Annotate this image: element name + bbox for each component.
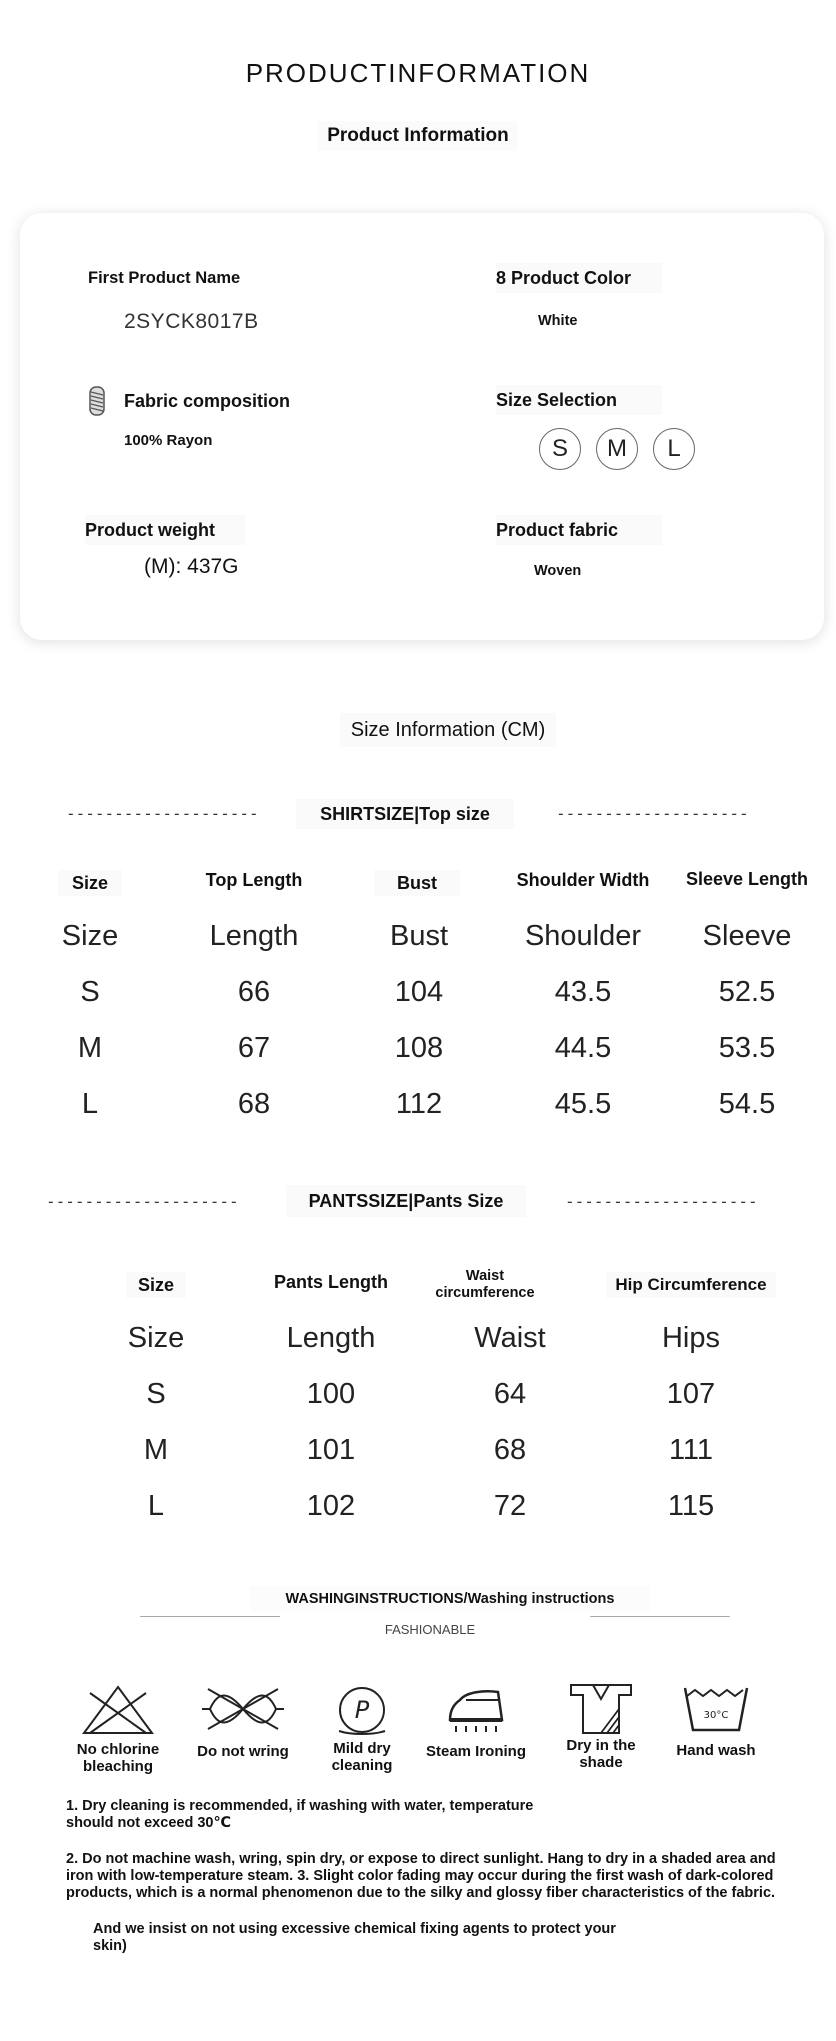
table-cell: 43.5 [554, 976, 612, 1008]
table-cell: L [81, 1088, 99, 1120]
no-chlorine-bleach-icon [63, 1683, 173, 1737]
table-cell: Length [209, 920, 299, 952]
divider-dashes-right: -------------------- [565, 1192, 758, 1211]
table-cell: M [77, 1032, 103, 1064]
page-title: PRODUCTINFORMATION [245, 58, 591, 88]
pants-col-header: Waist circumference [435, 1268, 535, 1301]
table-cell: Length [286, 1322, 376, 1354]
care-label: Hand wash [676, 1742, 756, 1759]
shirt-col-header: Size [58, 870, 122, 896]
table-cell: M [143, 1434, 169, 1466]
pants-col-header: Size [126, 1272, 186, 1298]
shirt-col-header: Sleeve Length [685, 869, 809, 889]
pants-col-header: Hip Circumference [606, 1272, 776, 1298]
table-cell: 68 [237, 1088, 271, 1120]
washing-title: WASHINGINSTRUCTIONS/Washing instructions [250, 1586, 650, 1612]
do-not-wring-icon [188, 1685, 298, 1733]
table-cell: 68 [493, 1434, 527, 1466]
care-note: 2. Do not machine wash, wring, spin dry, or expose to direct sunlight. Hang to dry in a shaded area and iron with low-temperature steam. 3. Slight color fading may occur during the first wash of dark-colored products, which is a normal phenomenon due to the silky and glossy fiber characteristics of the fabric. [66, 1851, 776, 1901]
care-symbol-text: 30°C [703, 1710, 729, 1721]
care-label: Steam Ironing [425, 1743, 526, 1760]
divider-dashes-left: -------------------- [66, 804, 259, 823]
care-note: And we insist on not using excessive chemical fixing agents to protect your skin) [93, 1921, 616, 1954]
care-item [546, 1683, 656, 1771]
divider-dashes-right: -------------------- [556, 804, 749, 823]
shirt-size-title: SHIRTSIZE|Top size [296, 799, 514, 829]
table-cell: 107 [666, 1378, 716, 1410]
size-selection-label: Size Selection [496, 385, 662, 415]
care-note: 1. Dry cleaning is recommended, if washing with water, temperature should not exceed 30℃ [66, 1798, 534, 1831]
table-cell: 67 [237, 1032, 271, 1064]
care-symbol-text: P [354, 1696, 370, 1724]
table-cell: L [147, 1490, 165, 1522]
product-name-value: 2SYCK8017B [124, 310, 259, 333]
size-option-s[interactable]: S [539, 428, 581, 470]
care-item [307, 1685, 417, 1774]
product-weight-value: (M): 437G [144, 555, 239, 578]
table-cell: Shoulder [524, 920, 642, 952]
shirt-col-header: Shoulder Width [516, 870, 650, 890]
care-label: Dry in the shade [566, 1737, 636, 1771]
hand-wash-icon [661, 1684, 771, 1734]
table-cell: 115 [667, 1490, 715, 1522]
product-weight-label: Product weight [85, 515, 245, 545]
care-item [63, 1683, 173, 1775]
product-color-value: White [538, 313, 578, 329]
care-label: Do not wring [197, 1743, 289, 1760]
table-cell: Size [127, 1322, 185, 1354]
product-color-label: 8 Product Color [496, 263, 662, 293]
table-cell: S [80, 976, 100, 1008]
table-cell: Size [61, 920, 119, 952]
steam-iron-icon [421, 1686, 531, 1736]
washing-rule-right [590, 1616, 730, 1617]
yarn-spool-icon [88, 386, 106, 421]
product-fabric-value: Woven [534, 563, 582, 579]
table-cell: 104 [394, 976, 444, 1008]
pants-col-header: Pants Length [273, 1272, 388, 1292]
table-cell: 44.5 [554, 1032, 612, 1064]
size-option-l[interactable]: L [653, 428, 695, 470]
table-cell: 100 [306, 1378, 356, 1410]
table-cell: 54.5 [718, 1088, 776, 1120]
table-cell: 108 [394, 1032, 444, 1064]
page-subtitle: Product Information [318, 121, 518, 151]
table-cell: Bust [389, 920, 449, 952]
table-cell: 102 [306, 1490, 356, 1522]
care-item [188, 1685, 298, 1760]
table-cell: 101 [306, 1434, 356, 1466]
care-label: No chlorine bleaching [76, 1741, 160, 1775]
dry-in-shade-icon [546, 1683, 656, 1735]
fabric-composition-label: Fabric composition [124, 391, 291, 411]
table-cell: Hips [661, 1322, 720, 1354]
care-item [421, 1686, 531, 1760]
table-cell: 64 [493, 1378, 527, 1410]
washing-rule-left [140, 1616, 280, 1617]
care-label: Mild dry cleaning [331, 1740, 393, 1774]
table-cell: Waist [474, 1322, 546, 1354]
table-cell: S [146, 1378, 166, 1410]
table-cell: 45.5 [554, 1088, 612, 1120]
size-information-title: Size Information (CM) [340, 713, 556, 747]
product-name-label: First Product Name [88, 269, 241, 287]
table-cell: 52.5 [718, 976, 776, 1008]
fabric-composition-value: 100% Rayon [124, 432, 213, 449]
product-info-card [20, 213, 824, 640]
mild-dry-cleaning-icon [307, 1685, 417, 1735]
table-cell: 72 [493, 1490, 527, 1522]
product-fabric-label: Product fabric [496, 515, 662, 545]
shirt-col-header: Top Length [205, 870, 303, 890]
pants-size-title: PANTSSIZE|Pants Size [286, 1185, 526, 1217]
table-cell: Sleeve [702, 920, 792, 952]
table-cell: 66 [237, 976, 271, 1008]
table-cell: 53.5 [718, 1032, 776, 1064]
table-cell: 112 [395, 1088, 443, 1120]
divider-dashes-left: -------------------- [46, 1192, 239, 1211]
shirt-col-header: Bust [374, 870, 460, 896]
care-item [661, 1684, 771, 1759]
washing-subtitle: FASHIONABLE [384, 1622, 476, 1637]
size-option-m[interactable]: M [596, 428, 638, 470]
table-cell: 111 [668, 1434, 714, 1466]
